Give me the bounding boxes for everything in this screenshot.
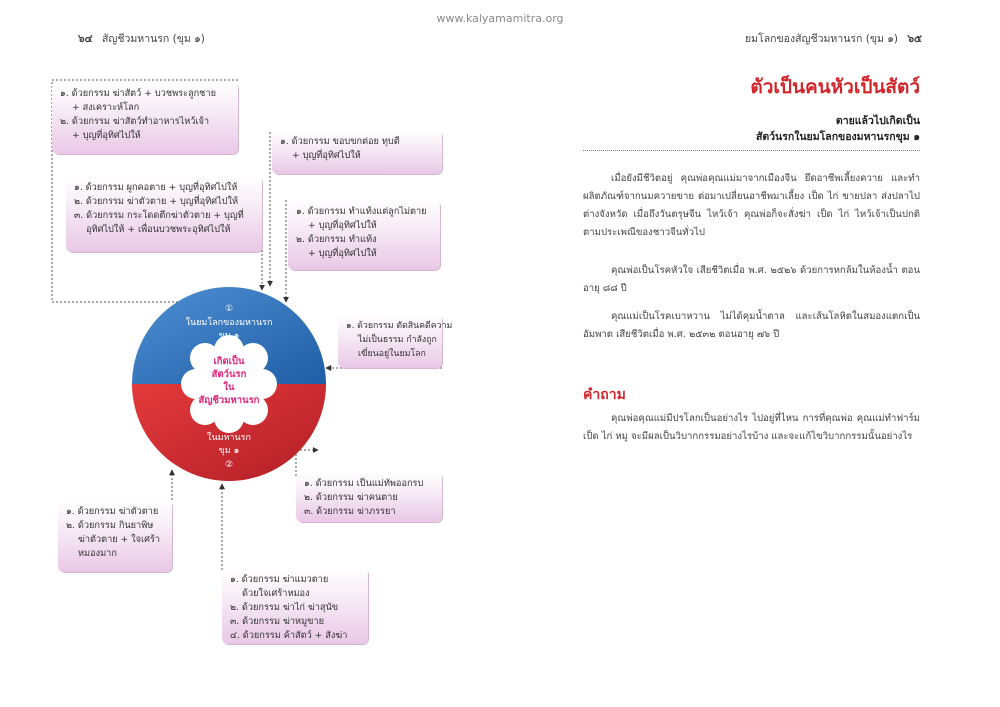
karma-box-6: ๑. ด้วยกรรม ฆ่าตัวตาย ๒. ด้วยกรรม กินยาพิษ ฆ่าตัวตาย + ใจเศร้า หมองมาก — [58, 500, 172, 572]
center-text-3: ใน — [223, 382, 235, 393]
site-url[interactable]: www.kalyamamitra.org — [436, 12, 564, 25]
question-heading: คำถาม — [583, 387, 626, 403]
karma-box-8: ๑. ด้วยกรรม ฆ่าแมวตาย ด้วยใจเศร้าหมอง ๒. ด้วยกรรม ฆ่าไก่ ฆ่าสุนัข ๓. ด้วยกรรม ฆ่าหมูขาย ๔. ด้วยกรรม ค้าสัตว์ + สังฆ่า — [222, 568, 368, 644]
article-subtitle-1: ตายแล้วไปเกิดเป็น — [835, 115, 920, 127]
paragraph-2: คุณพ่อเป็นโรคหัวใจ เสียชีวิตเมื่อ พ.ศ. ๒๕๒๖ ด้วยการหกล้มในห้องน้ำ ตอนอายุ ๘๘ ปี — [583, 265, 920, 294]
article-title: ตัวเป็นคนหัวเป็นสัตว์ — [750, 76, 920, 98]
karma-box-1: ๑. ด้วยกรรม ฆ่าสัตว์ + บวชพระลูกชาย + สงเคราะห์โลก ๒. ด้วยกรรม ฆ่าสัตว์ทำอาหารไหว้เจ้า + บุญที่อุทิศไปให้ — [52, 82, 238, 154]
center-text-4: สัญชีวมหานรก — [198, 395, 260, 406]
right-page-number: ๖๕ — [907, 33, 922, 45]
paragraph-3: คุณแม่เป็นโรคเบาหวาน ไม่ได้คุมน้ำตาล และเส้นโลหิตในสมองแตกเป็นอัมพาต เสียชีวิตเมื่อ พ.ศ. ๒๕๓๒ ตอนอายุ ๗๖ ปี — [583, 311, 920, 340]
center-text-1: เกิดเป็น — [213, 356, 245, 367]
karma-box-2: ๑. ด้วยกรรม ผูกคอตาย + บุญที่อุทิศไปให้ ๒. ด้วยกรรม ฆ่าตัวตาย + บุญที่อุทิศไปให้ ๓. ด้วยกรรม กระโดดตึกฆ่าตัวตาย + บุญที่ อุทิศไปให้ + เพื่อนบวชพระอุทิศไปให้ — [66, 176, 262, 252]
center-text-2: สัตว์นรก — [211, 369, 247, 380]
bottom-number: ② — [224, 460, 234, 470]
right-running-title: ยมโลกของสัญชีวมหานรก (ขุม ๑) — [744, 33, 899, 45]
left-page-number: ๖๔ — [78, 33, 93, 45]
left-running-title: สัญชีวมหานรก (ขุม ๑) — [101, 33, 205, 45]
top-number: ① — [224, 304, 234, 314]
karma-box-4: ๑. ด้วยกรรม ทำแท้งแต่ลูกไม่ตาย + บุญที่อุทิศไปให้ ๒. ด้วยกรรม ทำแท้ง + บุญที่อุทิศไปให้ — [288, 200, 440, 270]
question-text: คุณพ่อคุณแม่มีปรโลกเป็นอย่างไร ไปอยู่ที่ไหน การที่คุณพ่อ คุณแม่ทำฟาร์ม เป็ด ไก่ หมู จะมีผลเป็นวิบากกรรมอย่างไรบ้าง และจะแก้ไขวิบากกรรมนั้นอย่างไร — [583, 413, 920, 442]
article-subtitle-2: สัตว์นรกในยมโลกของมหานรกขุม ๑ — [755, 131, 920, 143]
top-label-1: ในยมโลกของมหานรก — [185, 318, 273, 328]
karma-box-7: ๑. ด้วยกรรม เป็นแม่ทัพออกรบ ๒. ด้วยกรรม ฆ่าคนตาย ๓. ด้วยกรรม ฆ่าภรรยา — [296, 472, 442, 522]
top-label-2: ขุม ๑ — [218, 331, 240, 341]
header-right — [745, 30, 922, 47]
bottom-label-1: ในมหานรก — [207, 433, 251, 443]
divider-rule — [583, 150, 920, 151]
karma-box-3: ๑. ด้วยกรรม ขอบขกต่อย ทุบตี + บุญที่อุทิศไปให้ — [272, 130, 442, 174]
paragraph-1: เมื่อยังมีชีวิตอยู่ คุณพ่อคุณแม่มาจากเมืองจีน ยึดอาชีพเลี้ยงควาย และทำผลิตภัณฑ์จากนมควายขาย ต่อมาเปลี่ยนอาชีพมาเลี้ยง เป็ด ไก่ ขายปลา ส่งปลาไปต่างจังหวัด เมื่อถึงวันตรุษจีน ไหว้เจ้า คุณพ่อก็จะสั่งฆ่า เป็ด ไก่ ไหว้เจ้าเป็นปกติตามประเพณีของชาวจีนทั่วไป — [583, 173, 920, 238]
karma-box-5: ๑. ด้วยกรรม ตัดสินคดีความ ไม่เป็นธรรม กำลังถูก เฆี่ยนอยู่ในยมโลก — [338, 314, 442, 368]
bottom-label-2: ขุม ๑ — [218, 446, 240, 456]
